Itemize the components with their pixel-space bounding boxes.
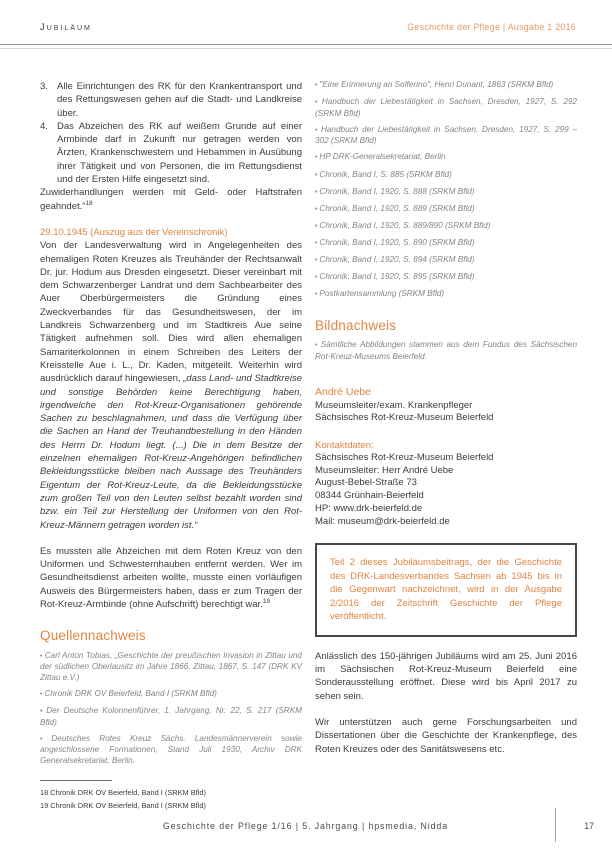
reference-item: • Chronik, Band I, 1920, S. 888 (SRKM Bfld) (315, 187, 577, 199)
reference-item: • Postkartensammlung (SRKM Bfld) (315, 289, 577, 301)
footer-divider (555, 808, 556, 842)
teaser-box (315, 543, 577, 637)
closing-line-text: Zuwiderhandlungen werden mit Geld- oder Haftstrafen geahndet.“ (40, 187, 302, 212)
second-paragraph-text: Es mussten alle Abzeichen mit dem Roten Kreuz von den Uniformen und Schwesternhauben entfernt werden. Wer im Gesundheitsdienst arbeiten wollte, musste einen vorläufigen Ausweis des Bürgermeisters haben, dass er zum Tragen der Rot-Kreuz-Armbinde (ohne Aufschrift) berechtigt war. (40, 545, 302, 610)
second-paragraph (40, 545, 302, 611)
contact-line: Museumsleiter: Herr André Uebe (315, 464, 454, 476)
source-item: • Chronik DRK OV Beierfeld, Band I (SRKM Bfld) (40, 689, 302, 701)
author-name: André Uebe (315, 386, 372, 399)
contact-line: HP: www.drk-beierfeld.de (315, 502, 423, 514)
footnote-line: 19 Chronik DRK OV Beierfeld, Band I (SRKM Bfld) (40, 801, 206, 811)
page-footer (0, 806, 612, 846)
contact-line: 08344 Grünhain-Beierfeld (315, 490, 424, 502)
image-credits-list (315, 340, 577, 362)
reference-item: • Chronik, Band I, 1920, S. 889 (SRKM Bfld) (315, 204, 577, 216)
numbered-list-item (40, 80, 302, 120)
reference-item: • Handbuch der Liebestätigkeit in Sachsen, Dresden, 1927, S. 299 – 302 (SRKM Bfld) (315, 125, 577, 147)
list-item-text: Alle Einrichtungen des RK für den Krankentransport und des Rettungswesen gehen auf die Stadt- und Landkreise über. (57, 81, 302, 119)
list-item-number: 4. (40, 120, 48, 132)
reference-item: • Chronik, Band I, 1920, S. 890 (SRKM Bfld) (315, 238, 577, 250)
header-section-label: Jubiläum (40, 22, 92, 33)
footnote-divider (40, 780, 112, 781)
contact-line: Sächsisches Rot-Kreuz-Museum Beierfeld (315, 452, 494, 464)
author-block (315, 386, 577, 424)
contact-heading: Kontaktdaten: (315, 439, 374, 451)
reference-item: • Chronik, Band I, 1920, S. 895 (SRKM Bfld) (315, 272, 577, 284)
right-column (315, 80, 577, 813)
author-role: Museumsleiter/exam. Krankenpfleger (315, 399, 473, 411)
numbered-list-item (40, 120, 302, 186)
reference-item: • Chronik, Band I, 1920, S. 889/890 (SRKM Bfld) (315, 221, 577, 233)
reference-item: • Handbuch der Liebestätigkeit in Sachsen, Dresden, 1927, S. 292 (SRKM Bfld) (315, 97, 577, 119)
sources-list (40, 651, 302, 767)
reference-item: • "Eine Erinnerung an Solferino", Henri Dunant, 1863 (SRKM Bfld) (315, 80, 577, 92)
image-credits-heading: Bildnachweis (315, 317, 397, 333)
source-item: • Carl Anton Tobias, „Geschichte der preußischen Invasion in Zittau und der südlichen Oberlausitz im Jahre 1866, Zittau, 1867, S. 147 (DRK KV Zittau e.V.) (40, 651, 302, 684)
chronicle-paragraph-normal: Von der Landesverwaltung wird in Angelegenheiten des ehemaligen Roten Kreuzes als Treuhänder der Rechtsanwalt Dr. jur. Hodum aus Dresden eingesetzt. Dieser vereinbart mit dem Schwarzenberger Landrat und dem Sachbearbeiter des Auer Oberbürgermeisters die Gründung eines Zweckverbandes für das Gesundheitswesen, der im Landkreis Schwarzenberg und im Stadtkreis Aue seine Tätigkeit aufnehmen soll. Dies wird allen ehemaligen Samariterkolonnen in einem Schreiben des Leiters der Kreisstelle Aue i. L., Dr. Kaden, mitgeteilt. Weiterhin wird ausdrücklich darauf hingewiesen, (40, 240, 302, 385)
reference-item: • Chronik, Band I, 1920, S. 894 (SRKM Bfld) (315, 255, 577, 267)
footnote-ref-19: 19 (262, 597, 271, 605)
content-columns (40, 80, 577, 813)
source-item: • Der Deutsche Kolonnenführer, 1. Jahrgang, Nr. 22, S. 217 (SRKM Bfld) (40, 706, 302, 728)
teaser-box-text: Teil 2 dieses Jubiläumsbeitrags, der die Geschichte des DRK-Landesverbandes Sachsen ab 1945 bis in die Gegenwart nachzeichnet, wird in der Ausgabe 2/2016 der Zeitschrift Geschichte der Pflege veröffentlicht. (330, 557, 562, 623)
footer-page-number: 17 (584, 821, 594, 831)
footnote-line: 18 Chronik DRK OV Beierfeld, Band I (SRKM Bfld) (40, 788, 206, 798)
source-item: • Deutsches Rotes Kreuz Sächs. Landesmännerverein sowie angeschlossene Formationen, Stand Juli 1930, Archiv DRK Generalsekretariat, Berlin. (40, 734, 302, 767)
contact-line: August-Bebel-Straße 73 (315, 477, 417, 489)
chronicle-paragraph (40, 239, 302, 532)
footer-journal-line: Geschichte der Pflege 1/16 | 5. Jahrgang | hpsmedia, Nidda (162, 821, 448, 831)
closing-line (40, 186, 302, 213)
chronicle-heading: 29.10.1945 (Auszug aus der Vereinschronik) (40, 226, 228, 238)
header-divider (0, 44, 612, 49)
sources-heading: Quellennachweis (40, 628, 146, 644)
list-item-text: Das Abzeichen des RK auf weißem Grunde auf einer Armbinde darf in Zukunft nur getragen werden von Ärzten, Krankenschwestern und Hebammen in Ausübung ihrer Tätigkeit und von Personen, die im Rettungsdienst und der Ersten Hilfe eingesetzt sind. (57, 120, 302, 186)
left-column (40, 80, 302, 813)
reference-item: • HP DRK-Generalsekretariat, Berlin (315, 152, 577, 164)
numbered-list (40, 80, 302, 186)
research-paragraph: Wir unterstützen auch gerne Forschungsarbeiten und Dissertationen über die Geschichte der Krankenpflege, des Roten Kreuzes oder des Sanitätswesens etc. (315, 716, 577, 755)
chronicle-paragraph-quote: „dass Land- und Stadtkreise und sonstige Behörden keine Berechtigung haben, irgendwelche den Rot-Kreuz-Organisationen gehörende Sachen zu beschlagnahmen, und dass die Verfügung über die Sachen an Hand der Treuhandbestellung in den Händen des Herrn Dr. Hodum liegt. (...) Die in dem Besitze der einzelnen ehemaligen Rot-Kreuz-Angehörigen befindlichen Bekleidungsstücke bleiben nach Aussage des Treuhänders Eigentum der Rot-Kreuz-Leute, da die Bekleidungsstücke zum großen Teil von den Leuten selbst bezahlt worden sind bzw. ein Teil zur Herstellung der Uniformen von den Rot-Kreuz-Männern getragen worden ist.“ (40, 373, 302, 531)
exhibition-paragraph: Anlässlich des 150-jährigen Jubiläums wird am 25. Juni 2016 im Sächsischen Rot-Kreuz-Museum Beierfeld eine Sonderausstellung eröffnet. Diese wird bis April 2017 zu sehen sein. (315, 650, 577, 702)
reference-item: • Chronik, Band I, S. 885 (SRKM Bfld) (315, 170, 577, 182)
page-header (40, 22, 576, 33)
header-issue-label: Geschichte der Pflege | Ausgabe 1 2016 (407, 22, 576, 32)
contact-block (315, 452, 577, 528)
list-item-number: 3. (40, 81, 48, 92)
references-list (315, 80, 577, 301)
contact-line: Mail: museum@drk-beierfeld.de (315, 515, 450, 527)
image-credit-item: • Sämtliche Abbildungen stammen aus dem Fundus des Sächsischen Rot-Kreuz-Museums Beierfeld. (315, 340, 577, 362)
author-institution: Sächsisches Rot-Kreuz-Museum Beierfeld (315, 412, 494, 424)
footnote-ref-18: 18 (85, 199, 93, 207)
